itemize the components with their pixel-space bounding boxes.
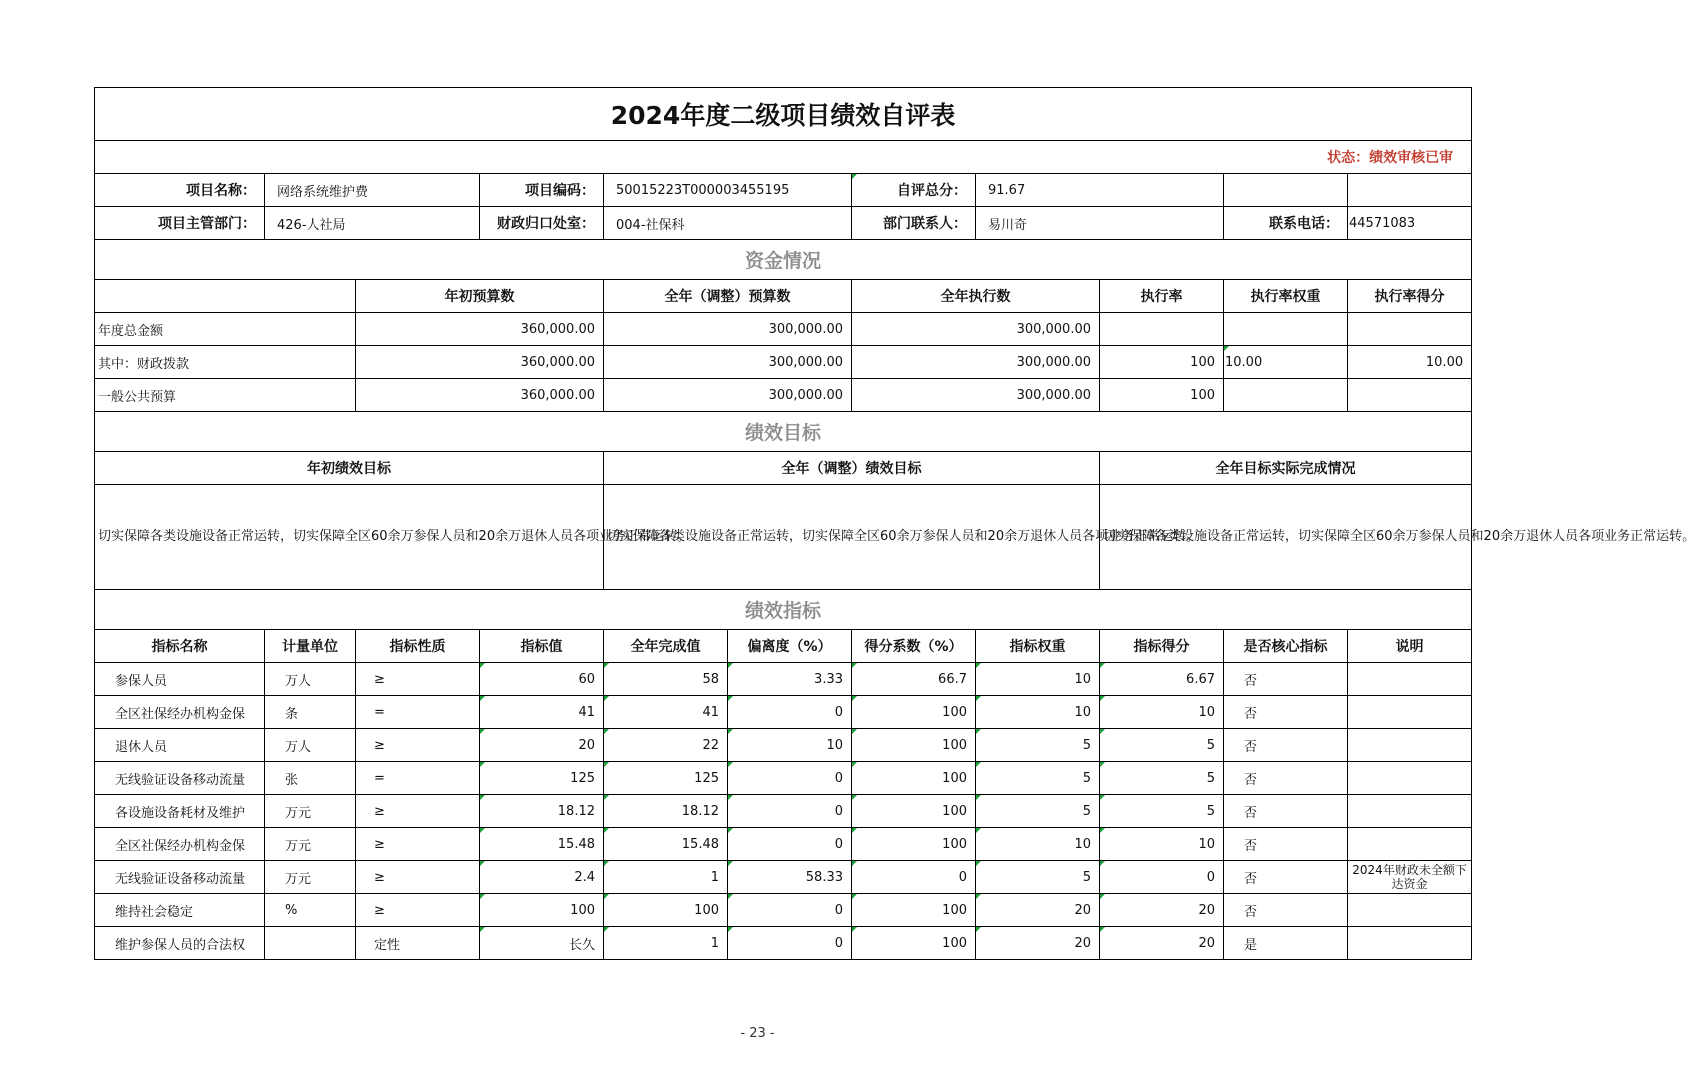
indicator-nature: ≥ bbox=[356, 795, 480, 828]
indicator-nature: ≥ bbox=[356, 828, 480, 861]
finance-office-value: 004-社保科 bbox=[604, 207, 852, 240]
indicator-weight: 10 bbox=[976, 828, 1100, 861]
indicator-deviation: 0 bbox=[728, 696, 852, 729]
indicator-score: 6.67 bbox=[1100, 663, 1224, 696]
funds-executed: 300,000.00 bbox=[852, 313, 1100, 346]
indicator-score: 5 bbox=[1100, 729, 1224, 762]
indicator-coef: 100 bbox=[852, 828, 976, 861]
indicator-name: 维持社会稳定 bbox=[95, 894, 265, 927]
contact-label: 部门联系人： bbox=[852, 207, 976, 240]
indicator-target: 41 bbox=[480, 696, 604, 729]
indicator-deviation: 0 bbox=[728, 762, 852, 795]
indicator-row bbox=[95, 729, 1472, 762]
funds-initial: 360,000.00 bbox=[356, 346, 604, 379]
funds-row bbox=[95, 346, 1472, 379]
indicator-nature: ≥ bbox=[356, 894, 480, 927]
indicator-core: 否 bbox=[1224, 762, 1348, 795]
empty-cell bbox=[1348, 174, 1472, 207]
indicator-unit: 万元 bbox=[265, 861, 356, 894]
indicator-weight: 5 bbox=[976, 795, 1100, 828]
indicator-target: 18.12 bbox=[480, 795, 604, 828]
funds-header-score: 执行率得分 bbox=[1348, 280, 1472, 313]
indicator-unit: 万元 bbox=[265, 828, 356, 861]
funds-rate bbox=[1100, 313, 1224, 346]
indicator-core: 否 bbox=[1224, 696, 1348, 729]
indicator-score: 20 bbox=[1100, 927, 1224, 960]
funds-section-title: 资金情况 bbox=[95, 240, 1472, 280]
indicator-score: 10 bbox=[1100, 696, 1224, 729]
indicator-core: 否 bbox=[1224, 861, 1348, 894]
funds-row-label: 年度总金额 bbox=[95, 313, 356, 346]
indicator-actual: 125 bbox=[604, 762, 728, 795]
indicator-score: 0 bbox=[1100, 861, 1224, 894]
sheet-body bbox=[95, 88, 1695, 663]
funds-row bbox=[95, 313, 1472, 346]
indicator-weight: 5 bbox=[976, 729, 1100, 762]
funds-adjusted: 300,000.00 bbox=[604, 379, 852, 412]
ind-header-unit: 计量单位 bbox=[265, 630, 356, 663]
indicator-weight: 10 bbox=[976, 663, 1100, 696]
ind-header-target: 指标值 bbox=[480, 630, 604, 663]
indicator-core: 否 bbox=[1224, 663, 1348, 696]
phone-value: 44571083 bbox=[1348, 207, 1472, 240]
indicator-target: 60 bbox=[480, 663, 604, 696]
goal-initial-text: 切实保障各类设施设备正常运转，切实保障全区60余万参保人员和20余万退休人员各项业务正常运转。 bbox=[95, 485, 604, 590]
funds-score bbox=[1348, 379, 1472, 412]
indicator-score: 5 bbox=[1100, 795, 1224, 828]
goals-header-row bbox=[95, 452, 1472, 485]
indicator-weight: 20 bbox=[976, 927, 1100, 960]
indicator-note: 2024年财政未全额下达资金 bbox=[1348, 861, 1472, 894]
funds-weight bbox=[1224, 313, 1348, 346]
funds-rate: 100 bbox=[1100, 346, 1224, 379]
indicators-header-row bbox=[95, 630, 1472, 663]
funds-rate: 100 bbox=[1100, 379, 1224, 412]
indicator-name: 维护参保人员的合法权 bbox=[95, 927, 265, 960]
indicator-row bbox=[95, 795, 1472, 828]
indicator-unit: 张 bbox=[265, 762, 356, 795]
indicator-name: 全区社保经办机构金保 bbox=[95, 828, 265, 861]
indicator-coef: 100 bbox=[852, 795, 976, 828]
indicator-actual: 41 bbox=[604, 696, 728, 729]
indicator-deviation: 0 bbox=[728, 795, 852, 828]
indicator-name: 无线验证设备移动流量 bbox=[95, 861, 265, 894]
dept-label: 项目主管部门： bbox=[95, 207, 265, 240]
indicator-name: 无线验证设备移动流量 bbox=[95, 762, 265, 795]
project-name-value: 网络系统维护费 bbox=[265, 174, 480, 207]
project-info-row-1 bbox=[95, 174, 1472, 207]
indicator-nature: ≥ bbox=[356, 663, 480, 696]
indicator-rows bbox=[95, 663, 1472, 960]
indicator-unit: 条 bbox=[265, 696, 356, 729]
indicator-core: 否 bbox=[1224, 795, 1348, 828]
funds-row-label: 一般公共预算 bbox=[95, 379, 356, 412]
indicator-unit: 万人 bbox=[265, 729, 356, 762]
indicator-unit: 万人 bbox=[265, 663, 356, 696]
project-code-label: 项目编码： bbox=[480, 174, 604, 207]
indicator-target: 100 bbox=[480, 894, 604, 927]
indicator-score: 20 bbox=[1100, 894, 1224, 927]
self-score-label: 自评总分： bbox=[852, 174, 976, 207]
project-name-label: 项目名称： bbox=[95, 174, 265, 207]
indicator-core: 否 bbox=[1224, 828, 1348, 861]
ind-header-actual: 全年完成值 bbox=[604, 630, 728, 663]
indicator-nature: 定性 bbox=[356, 927, 480, 960]
phone-label: 联系电话： bbox=[1224, 207, 1348, 240]
indicator-coef: 100 bbox=[852, 762, 976, 795]
indicator-actual: 22 bbox=[604, 729, 728, 762]
indicator-target: 长久 bbox=[480, 927, 604, 960]
indicator-row bbox=[95, 762, 1472, 795]
indicator-name: 各设施设备耗材及维护 bbox=[95, 795, 265, 828]
indicator-row bbox=[95, 828, 1472, 861]
indicator-unit: 万元 bbox=[265, 795, 356, 828]
ind-header-name: 指标名称 bbox=[95, 630, 265, 663]
ind-header-nature: 指标性质 bbox=[356, 630, 480, 663]
goal-actual-text: 切实保障各类设施设备正常运转，切实保障全区60余万参保人员和20余万退休人员各项业务正常运转。 bbox=[1100, 485, 1472, 590]
indicator-weight: 5 bbox=[976, 762, 1100, 795]
indicator-nature: = bbox=[356, 696, 480, 729]
indicator-actual: 1 bbox=[604, 927, 728, 960]
funds-header-initial: 年初预算数 bbox=[356, 280, 604, 313]
performance-self-evaluation-table bbox=[94, 87, 1695, 960]
funds-header-row bbox=[95, 280, 1472, 313]
indicator-core: 否 bbox=[1224, 894, 1348, 927]
indicator-score: 5 bbox=[1100, 762, 1224, 795]
indicator-actual: 58 bbox=[604, 663, 728, 696]
indicator-deviation: 0 bbox=[728, 927, 852, 960]
indicator-unit: % bbox=[265, 894, 356, 927]
dept-value: 426-人社局 bbox=[265, 207, 480, 240]
indicator-target: 15.48 bbox=[480, 828, 604, 861]
ind-header-note: 说明 bbox=[1348, 630, 1472, 663]
funds-score: 10.00 bbox=[1348, 346, 1472, 379]
indicator-nature: ≥ bbox=[356, 861, 480, 894]
finance-office-label: 财政归口处室： bbox=[480, 207, 604, 240]
ind-header-coef: 得分系数（%） bbox=[852, 630, 976, 663]
funds-adjusted: 300,000.00 bbox=[604, 313, 852, 346]
indicator-coef: 100 bbox=[852, 927, 976, 960]
page-title: 2024年度二级项目绩效自评表 bbox=[95, 88, 1472, 141]
indicator-deviation: 3.33 bbox=[728, 663, 852, 696]
indicator-nature: ≥ bbox=[356, 729, 480, 762]
indicator-deviation: 58.33 bbox=[728, 861, 852, 894]
indicator-row bbox=[95, 861, 1472, 894]
funds-row bbox=[95, 379, 1472, 412]
funds-header-blank bbox=[95, 280, 356, 313]
goals-header-adjusted: 全年（调整）绩效目标 bbox=[604, 452, 1100, 485]
funds-row-label: 其中：财政拨款 bbox=[95, 346, 356, 379]
indicator-score: 10 bbox=[1100, 828, 1224, 861]
project-code-value: 50015223T000003455195 bbox=[604, 174, 852, 207]
indicator-target: 125 bbox=[480, 762, 604, 795]
indicator-name: 全区社保经办机构金保 bbox=[95, 696, 265, 729]
ind-header-deviation: 偏离度（%） bbox=[728, 630, 852, 663]
page-number: - 23 - bbox=[740, 1026, 775, 1041]
indicator-core: 是 bbox=[1224, 927, 1348, 960]
funds-header-rate: 执行率 bbox=[1100, 280, 1224, 313]
indicator-row bbox=[95, 663, 1472, 696]
funds-initial: 360,000.00 bbox=[356, 313, 604, 346]
goals-header-initial: 年初绩效目标 bbox=[95, 452, 604, 485]
indicator-note bbox=[1348, 762, 1472, 795]
ind-header-core: 是否核心指标 bbox=[1224, 630, 1348, 663]
indicator-target: 2.4 bbox=[480, 861, 604, 894]
indicator-row bbox=[95, 927, 1472, 960]
indicator-target: 20 bbox=[480, 729, 604, 762]
self-score-value: 91.67 bbox=[976, 174, 1224, 207]
indicator-deviation: 0 bbox=[728, 828, 852, 861]
funds-header-adjusted: 全年（调整）预算数 bbox=[604, 280, 852, 313]
indicator-note bbox=[1348, 696, 1472, 729]
funds-adjusted: 300,000.00 bbox=[604, 346, 852, 379]
goal-adjusted-text: 切实保障各类设施设备正常运转，切实保障全区60余万参保人员和20余万退休人员各项业务正常运转。 bbox=[604, 485, 1100, 590]
indicator-note bbox=[1348, 894, 1472, 927]
indicator-note bbox=[1348, 828, 1472, 861]
indicator-note bbox=[1348, 795, 1472, 828]
contact-value: 易川奇 bbox=[976, 207, 1224, 240]
funds-header-executed: 全年执行数 bbox=[852, 280, 1100, 313]
ind-header-weight: 指标权重 bbox=[976, 630, 1100, 663]
indicator-name: 参保人员 bbox=[95, 663, 265, 696]
indicator-note bbox=[1348, 729, 1472, 762]
indicator-note bbox=[1348, 927, 1472, 960]
status-badge: 状态：绩效审核已审 bbox=[95, 141, 1472, 174]
indicator-coef: 0 bbox=[852, 861, 976, 894]
indicator-coef: 100 bbox=[852, 729, 976, 762]
funds-weight: 10.00 bbox=[1224, 346, 1348, 379]
ind-header-score: 指标得分 bbox=[1100, 630, 1224, 663]
indicator-weight: 10 bbox=[976, 696, 1100, 729]
indicator-name: 退休人员 bbox=[95, 729, 265, 762]
funds-score bbox=[1348, 313, 1472, 346]
indicators-section-title: 绩效指标 bbox=[95, 590, 1472, 630]
indicator-note bbox=[1348, 663, 1472, 696]
funds-weight bbox=[1224, 379, 1348, 412]
funds-header-weight: 执行率权重 bbox=[1224, 280, 1348, 313]
indicator-actual: 18.12 bbox=[604, 795, 728, 828]
indicator-actual: 100 bbox=[604, 894, 728, 927]
funds-executed: 300,000.00 bbox=[852, 379, 1100, 412]
indicator-weight: 5 bbox=[976, 861, 1100, 894]
funds-executed: 300,000.00 bbox=[852, 346, 1100, 379]
indicator-row bbox=[95, 894, 1472, 927]
goals-section-title: 绩效目标 bbox=[95, 412, 1472, 452]
goals-header-actual: 全年目标实际完成情况 bbox=[1100, 452, 1472, 485]
indicator-deviation: 10 bbox=[728, 729, 852, 762]
goals-text-row bbox=[95, 485, 1472, 590]
indicator-unit bbox=[265, 927, 356, 960]
indicator-actual: 1 bbox=[604, 861, 728, 894]
indicator-core: 否 bbox=[1224, 729, 1348, 762]
empty-cell bbox=[1224, 174, 1348, 207]
project-info-row-2 bbox=[95, 207, 1472, 240]
indicator-coef: 66.7 bbox=[852, 663, 976, 696]
indicator-coef: 100 bbox=[852, 696, 976, 729]
indicator-coef: 100 bbox=[852, 894, 976, 927]
indicator-nature: = bbox=[356, 762, 480, 795]
indicator-row bbox=[95, 696, 1472, 729]
funds-initial: 360,000.00 bbox=[356, 379, 604, 412]
indicator-weight: 20 bbox=[976, 894, 1100, 927]
indicator-actual: 15.48 bbox=[604, 828, 728, 861]
indicator-deviation: 0 bbox=[728, 894, 852, 927]
